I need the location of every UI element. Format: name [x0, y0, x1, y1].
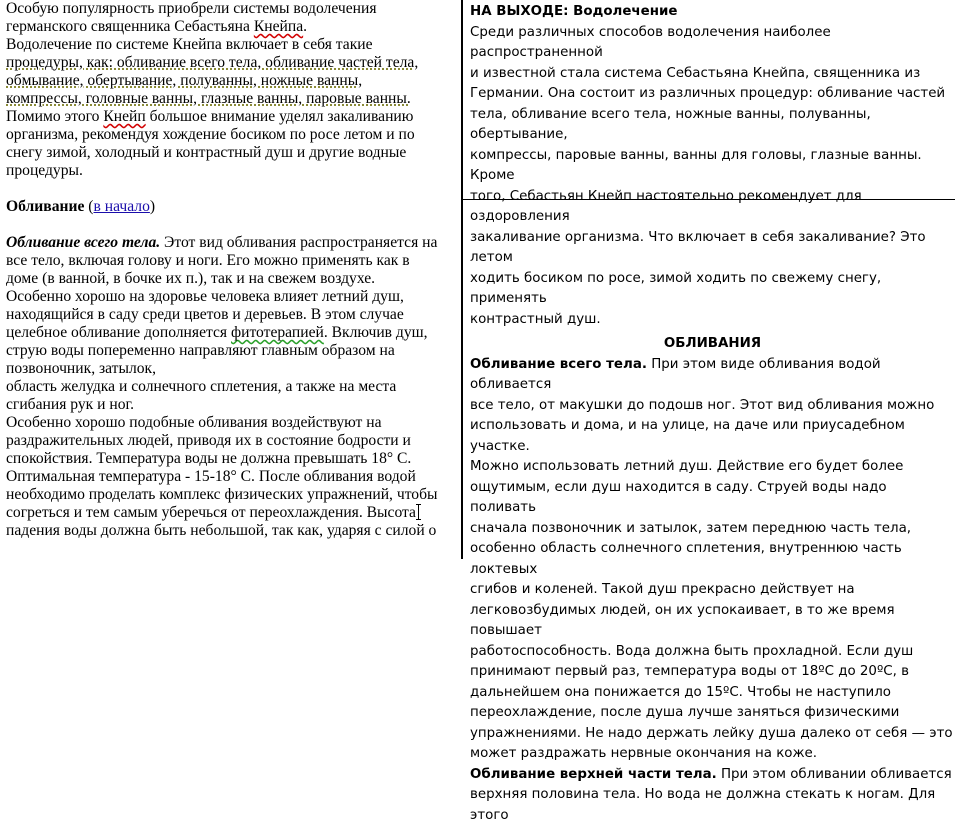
output-header: НА ВЫХОДЕ: Водолечение: [470, 2, 955, 23]
output-upper-body-title: Обливание верхней части тела.: [470, 767, 717, 782]
procedures-paragraph: Водолечение по системе Кнейпа включает в себя такие процедуры, как: обливание всего тела, обливание частей тела, обмывание, обертывание, полуванны, ножные ванны, компрессы, головные ванны, глазные ванны, паровые ванны.: [6, 36, 456, 108]
column-divider: [461, 0, 463, 559]
output-upper-body-paragraph: Обливание верхней части тела. При этом обливании обливается верхняя половина тела. Но вода не должна стекать к ногам. Для этого: [470, 765, 955, 826]
whole-body-title: Обливание всего тела.: [6, 234, 160, 251]
output-whole-body-title: Обливание всего тела.: [470, 357, 647, 372]
text-cursor-icon: [416, 504, 422, 520]
output-whole-body-paragraph: Обливание всего тела. При этом виде обливания водой обливается все тело, от макушки до подошв ног. Этот вид обливания можно использовать и дома, и на улице, на даче или приусадебном участке. Можно использовать летний душ. Действие его будет более ощутимым, если душ находится в саду. Струей воды надо поливать сначала позвоночник и затылок, затем переднюю часть тела, особенно область солнечного сплетения, внутреннюю часть локтевых сгибов и коленей. Такой душ прекрасно действует на легковозбудимых людей, он их успокаивает, в то же время повышает работоспособность. Вода должна быть прохладной. Если душ принимают первый раз, температура воды от 18ºС до 20ºС, в дальнейшем она понижается до 15ºС. Чтобы не наступило переохлаждение, после душа лучше заняться физическими упражнениями. Не надо держать лейку душа далеко от себя — это может раздражать нервные окончания на коже.: [470, 355, 955, 765]
section-heading: Обливание (в начало): [6, 198, 456, 216]
spellcheck-word: фитотерапией: [231, 324, 324, 341]
output-section-heading: ОБЛИВАНИЯ: [470, 334, 955, 355]
kneipp-paragraph: Помимо этого Кнейп большое внимание уделял закаливанию организма, рекомендуя хождение босиком по росе летом и по снегу зимой, холодный и контрастный душ и другие водные процедуры.: [6, 108, 456, 180]
spellcheck-word: Кнейп: [103, 108, 145, 125]
intro-paragraph: Особую популярность приобрели системы водолечения германского священника Себастьяна Кнейпа.: [6, 0, 456, 36]
whole-body-paragraph: Обливание всего тела. Этот вид обливания распространяется на все тело, включая голову и ноги. Его можно применять как в доме (в ванной, в бочке их п.), так и на свежем воздухе. Особенно хорошо на здоровье человека влияет летний душ, находящийся в саду среди цветов и деревьев. В этом случае целебное обливание дополняется фитотерапией. Включив душ, струю воды попеременно направляют главным образом на позвоночник, затылок, область желудка и солнечного сплетения, а также на места сгибания рук и ног. Особенно хорошо подобные обливания воздействуют на раздражительных людей, приводя их в состояние бодрости и спокойствия. Температура воды не должна превышать 18° С. Оптимальная температура - 15-18° С. После обливания водой необходимо проделать комплекс физических упражнений, чтобы согреться и тем самым уберечься от переохлаждения. Высота падения воды должна быть небольшой, так как, ударяя с силой о: [6, 234, 456, 540]
output-intro-paragraph: Среди различных способов водолечения наиболее распространенной и известной стала система Себастьяна Кнейпа, священника из Германии. Она состоит из различных процедур: обливание частей тела, обливание всего тела, ножные ванны, полуванны, обертывание, компрессы, паровые ванны, ванны для головы, глазные ванны. Кроме того, Себастьян Кнейп настоятельно рекомендует для оздоровления закаливание организма. Что включает в себя закаливание? Это летом ходить босиком по росе, зимой ходить по свежему снегу, применять контрастный душ.: [470, 23, 955, 331]
source-text-column: [6, 0, 456, 559]
output-text-column: [470, 0, 955, 559]
spellcheck-word: Кнейпа: [254, 18, 303, 35]
back-to-top-link[interactable]: в начало: [94, 198, 150, 215]
